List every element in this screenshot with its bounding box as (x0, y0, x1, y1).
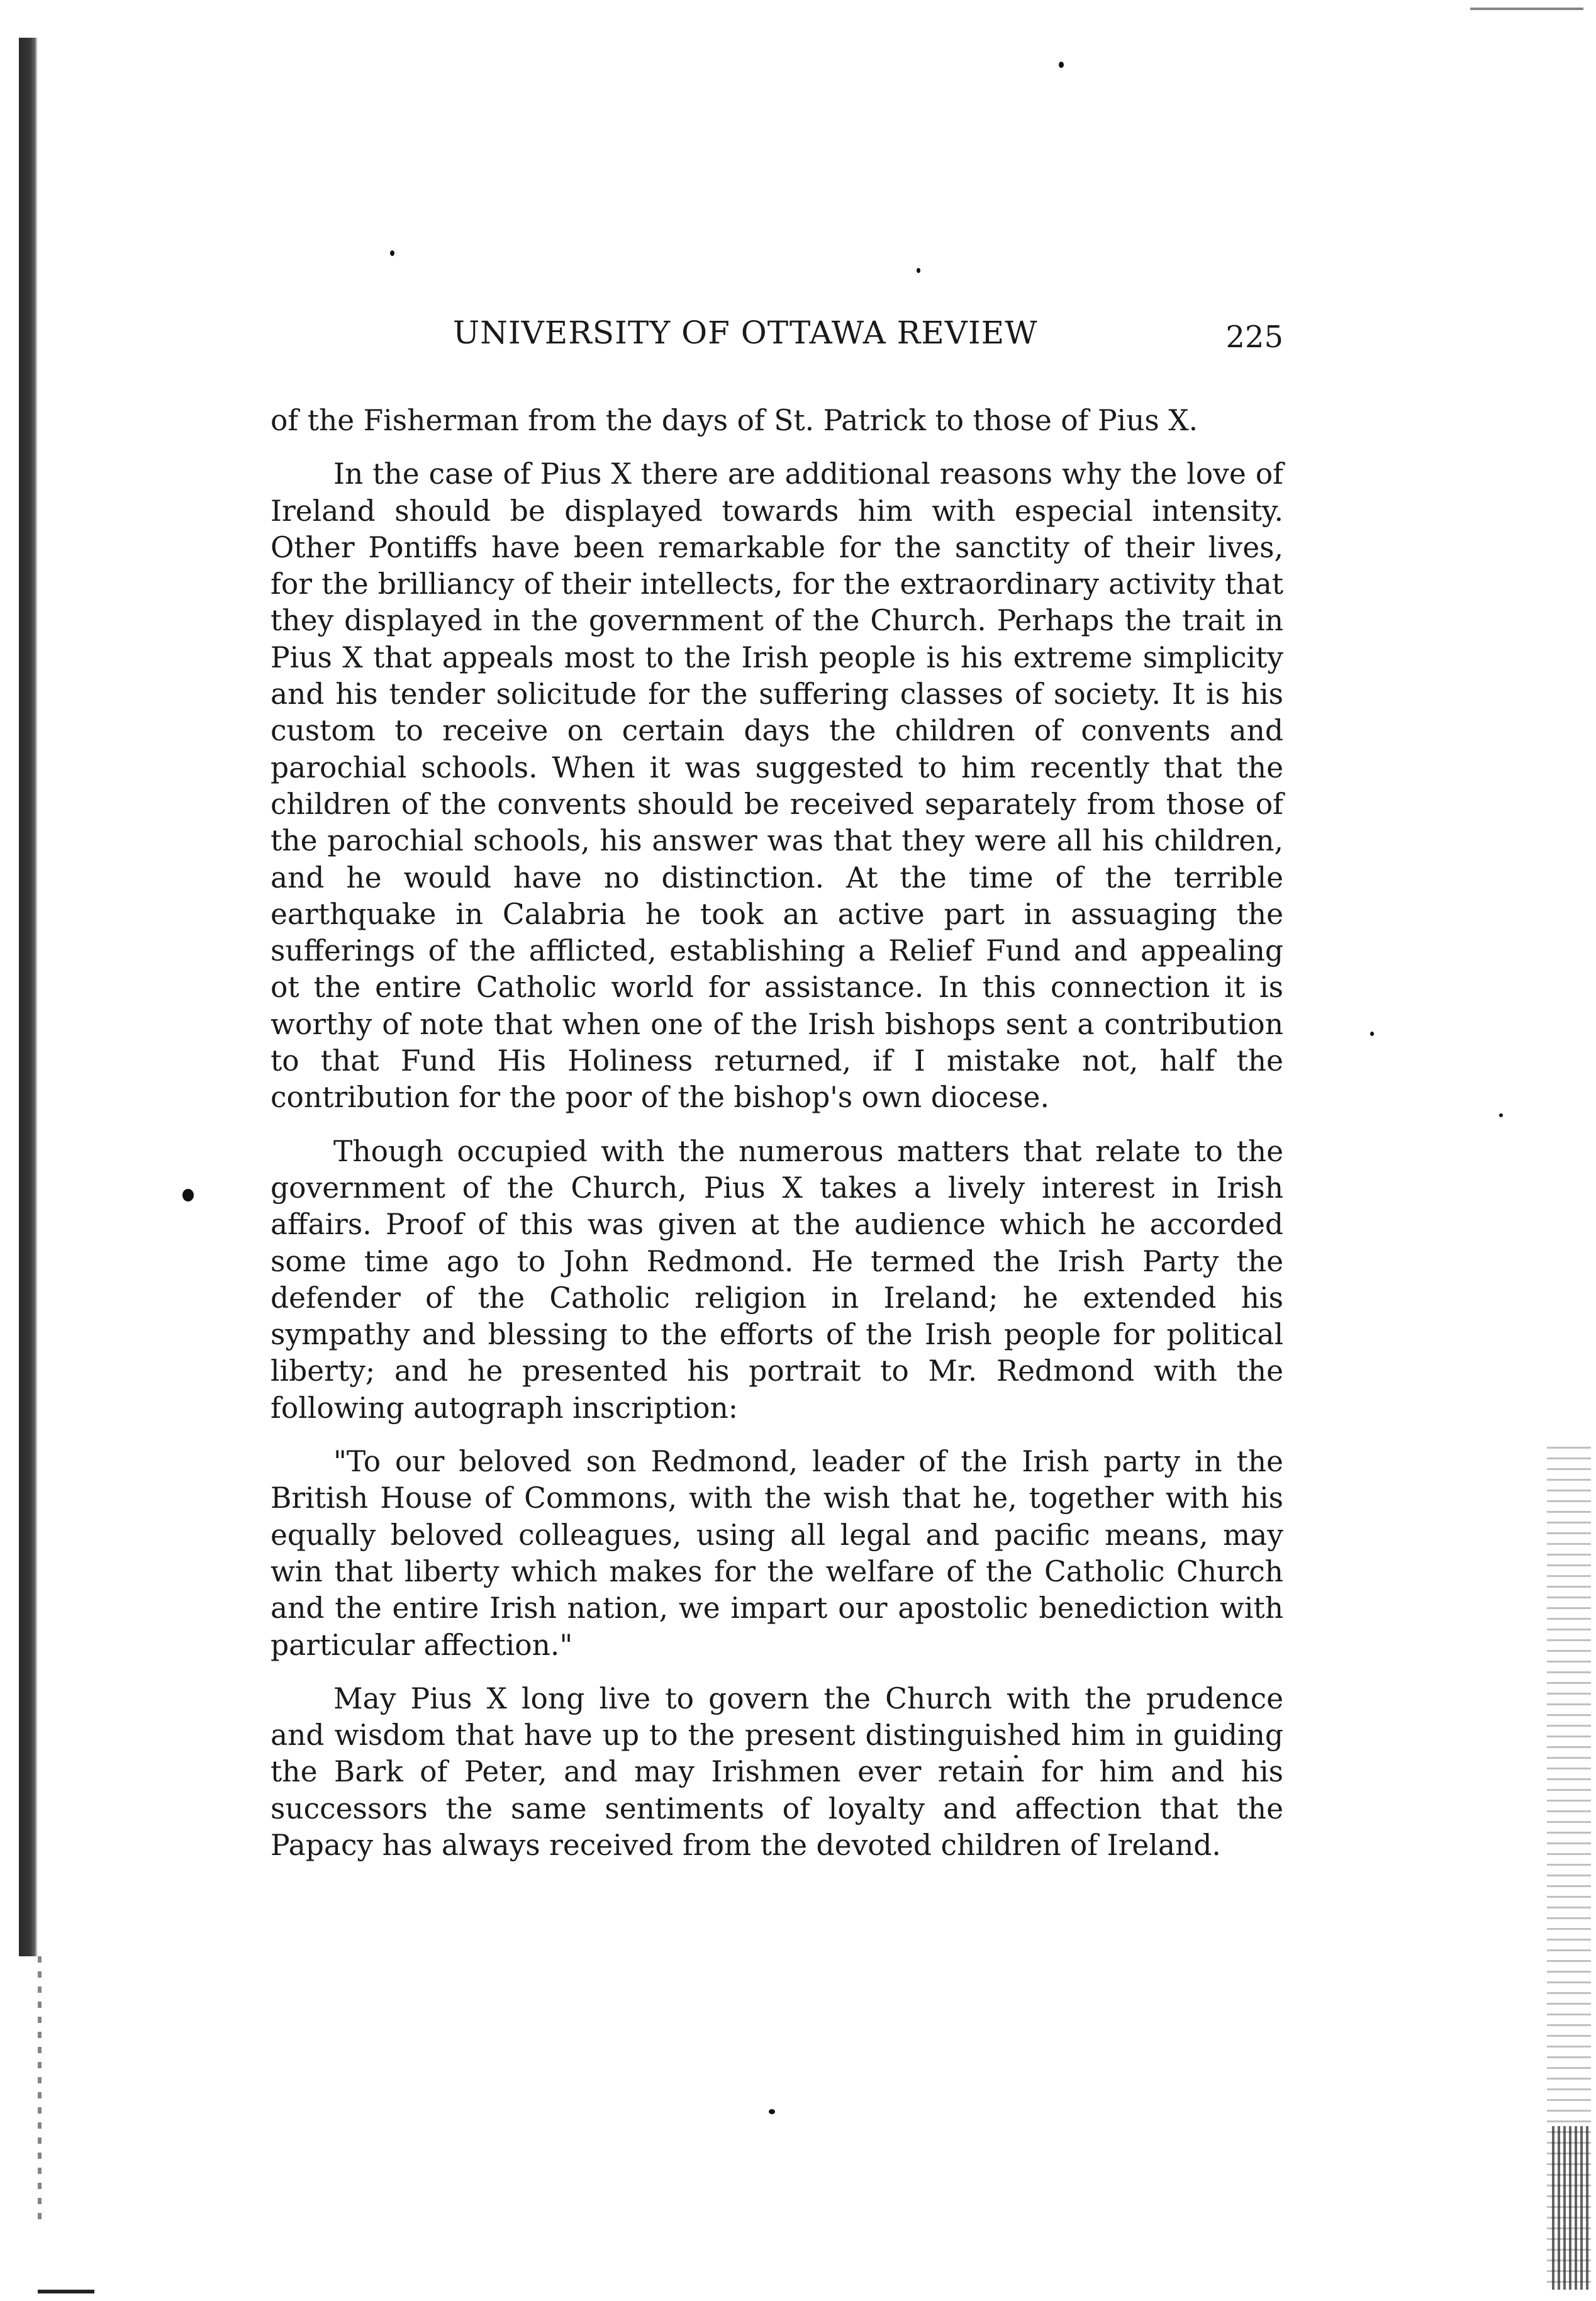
scan-binding-edge (19, 38, 38, 1956)
scan-speck (182, 1189, 194, 1201)
scan-speck (1370, 1032, 1374, 1036)
scan-top-right-rule (1470, 8, 1583, 10)
scan-speck (1059, 62, 1064, 68)
scan-speck (390, 250, 394, 256)
scan-speck (769, 2109, 775, 2114)
paragraph-closing-wish: May Pius X long live to govern the Church with the prudence and wisdom that have up to the present distinguished him in guiding the Bark of Peter, and may Irishmen ever retain for him and his successors the same sentiments of loyalty and affection that the Papacy has always received from the devoted children of Ireland. (271, 1681, 1283, 1862)
scan-speck (1499, 1113, 1503, 1117)
journal-title: UNIVERSITY OF OTTAWA REVIEW (453, 315, 1038, 351)
running-header (271, 315, 1283, 371)
scan-bottom-left-rule (38, 2290, 94, 2293)
scan-binding-edge-lower (38, 1956, 42, 2220)
scan-right-edge-bottom (1552, 2126, 1590, 2290)
paragraph-autograph-inscription: "To our beloved son Redmond, leader of the Irish party in the British House of Commons, with the wish that he, together with his equally beloved colleagues, using all legal and pacific means, may win that liberty which makes for the welfare of the Catholic Church and the entire Irish nation, we impart our apostolic benediction with particular affection." (271, 1445, 1283, 1662)
paragraph-irish-affairs: Though occupied with the numerous matters that relate to the government of the Church, Pius X takes a lively interest in Irish affairs. Proof of this was given at the audience which he accorded some time ago to John Redmond. He termed the Irish Party the defender of the Catholic religion in Ireland; he extended his sympathy and blessing to the efforts of the Irish people for political liberty; and he presented his portrait to Mr. Redmond with the following autograph inscription: (271, 1134, 1283, 1425)
paragraph-pius-x-reasons: In the case of Pius X there are additional reasons why the love of Ireland should be displayed towards him with especial intensity. Other Pontiffs have been remarkable for the sanctity of their lives, for the brilliancy of their intellects, for the extraordinary activity that they displayed in the government of the Church. Perhaps the trait in Pius X that appeals most to the Irish people is his extreme simplicity and his tender solicitude for the suffering classes of society. It is his custom to receive on certain days the children of convents and parochial schools. When it was suggested to him recently that the children of the convents should be received separately from those of the parochial schools, his answer was that they were all his children, and he would have no distinction. At the time of the terrible earthquake in Calabria he took an active part in assuaging the sufferings of the afflicted, establishing a Relief Fund and appealing ot the entire Catholic world for assistance. In this connection it is worthy of note that when one of the Irish bishops sent a contribution to that Fund His Holiness returned, if I mistake not, half the contribution for the poor of the bishop's own diocese. (271, 457, 1283, 1115)
scan-speck (917, 268, 920, 273)
paragraph-continuation: of the Fisherman from the days of St. Patrick to those of Pius X. (271, 404, 1198, 437)
article-body (271, 403, 1283, 1864)
page-number: 225 (1225, 320, 1283, 355)
